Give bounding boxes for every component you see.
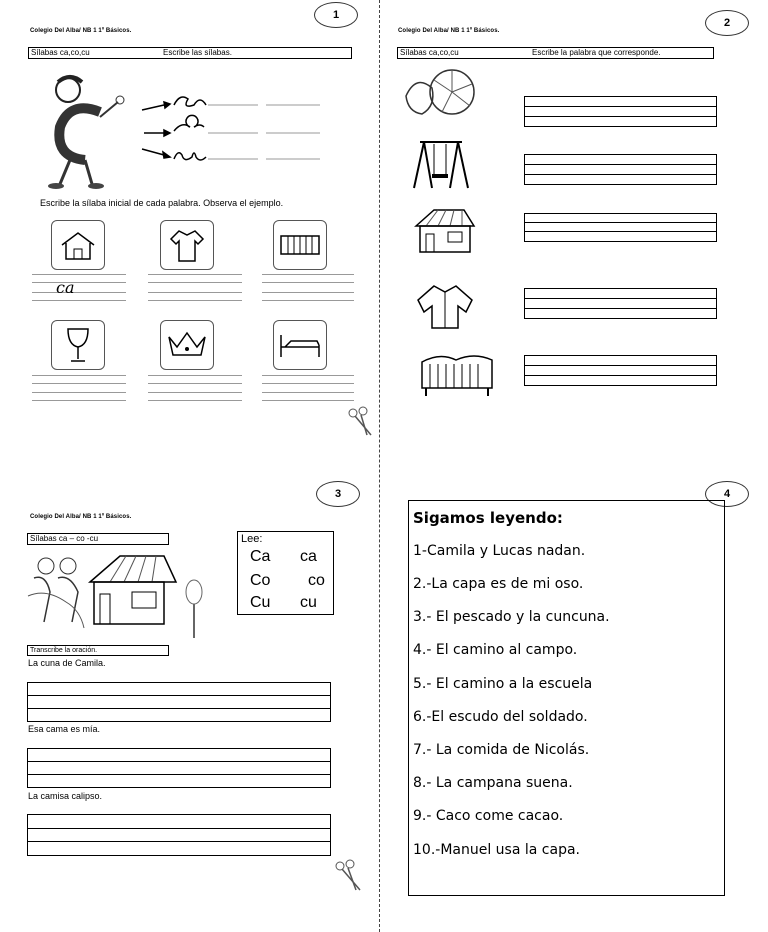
cursive-co: co <box>176 118 178 119</box>
worksheet-header <box>397 47 714 59</box>
shirt-picture <box>160 220 214 270</box>
syllable-lower: ca <box>300 548 317 565</box>
sentence-3: La camisa calipso. <box>28 791 103 801</box>
crown-icon <box>165 329 209 361</box>
reading-item: 3.- El pescado y la cuncuna. <box>413 609 610 625</box>
instruction-text: Escribe la sílaba inicial de cada palabra. Observa el ejemplo. <box>40 198 284 208</box>
syllable-upper: Co <box>250 572 271 589</box>
house-icon <box>58 229 98 261</box>
page-number-2: 2 <box>705 10 749 36</box>
lee-box <box>237 531 334 615</box>
crib-icon <box>420 352 494 398</box>
answer-lines[interactable] <box>524 355 717 386</box>
task-label: Escribe las sílabas. <box>163 48 232 57</box>
reading-item: 9.- Caco come cacao. <box>413 808 564 824</box>
page-number-1: 1 <box>314 2 358 28</box>
crown-picture <box>160 320 214 370</box>
worksheet-header <box>28 47 352 59</box>
answer-lines[interactable] <box>524 213 717 242</box>
crib-icon <box>278 230 322 260</box>
syllable-lower: cu <box>300 594 317 611</box>
topic-label: Sílabas ca,co,cu <box>400 48 459 57</box>
shirt-icon <box>167 227 207 263</box>
answer-lines[interactable] <box>27 682 331 722</box>
reading-title: Sigamos leyendo: <box>413 509 563 527</box>
reading-item: 8.- La campana suena. <box>413 775 573 791</box>
school-name: Colegio Del Alba/ NB 1 1º Básicos. <box>30 514 132 520</box>
example-answer: ca <box>56 278 75 297</box>
bed-picture <box>273 320 327 370</box>
reading-box <box>408 500 725 896</box>
syllable-upper: Cu <box>250 594 271 611</box>
reading-item: 4.- El camino al campo. <box>413 642 578 658</box>
answer-lines[interactable] <box>27 748 331 788</box>
syllable-rows <box>138 85 328 175</box>
scissors-icon <box>332 858 366 894</box>
syllable-upper: Ca <box>250 548 271 565</box>
reading-item: 10.-Manuel usa la capa. <box>413 842 580 858</box>
task-label: Escribe la palabra que corresponde. <box>532 48 661 57</box>
answer-lines[interactable] <box>27 814 331 856</box>
cursive-ca: ca <box>176 78 178 79</box>
house-picture <box>51 220 105 270</box>
children-house-illustration <box>24 552 214 644</box>
transcribe-label: Transcribe la oración. <box>27 645 169 656</box>
sentence-1: La cuna de Camila. <box>28 658 106 668</box>
answer-lines[interactable] <box>524 154 717 185</box>
worksheet-header <box>27 533 169 545</box>
school-name: Colegio Del Alba/ NB 1 1º Básicos. <box>30 28 132 34</box>
sentence-2: Esa cama es mía. <box>28 724 101 734</box>
reading-item: 7.- La comida de Nicolás. <box>413 742 590 758</box>
reading-item: 5.- El camino a la escuela <box>413 676 593 692</box>
shirt-icon <box>414 282 476 332</box>
crib-picture <box>273 220 327 270</box>
page-number-3: 3 <box>316 481 360 507</box>
reading-item: 2.-La capa es de mi oso. <box>413 576 584 592</box>
letter-c-mascot-icon <box>30 72 130 190</box>
answer-lines[interactable] <box>524 288 717 319</box>
scissors-icon <box>345 405 375 439</box>
lee-title: Lee: <box>241 533 263 545</box>
cut-line <box>379 0 380 932</box>
school-name: Colegio Del Alba/ NB 1 1º Básicos. <box>398 28 500 34</box>
cursive-cu: cu <box>176 150 178 151</box>
reading-item: 6.-El escudo del soldado. <box>413 709 588 725</box>
topic-label: Sílabas ca,co,cu <box>31 48 90 57</box>
syllable-lower: co <box>308 572 325 589</box>
topic-label: Sílabas ca – co -cu <box>30 534 99 543</box>
page-number-4: 4 <box>705 481 749 507</box>
swing-icon <box>410 138 472 190</box>
answer-lines[interactable] <box>524 96 717 127</box>
shell-icon <box>402 66 478 122</box>
house-icon <box>414 208 476 254</box>
reading-item: 1-Camila y Lucas nadan. <box>413 543 586 559</box>
glass-picture <box>51 320 105 370</box>
bed-icon <box>277 329 323 361</box>
wine-glass-icon <box>58 325 98 365</box>
